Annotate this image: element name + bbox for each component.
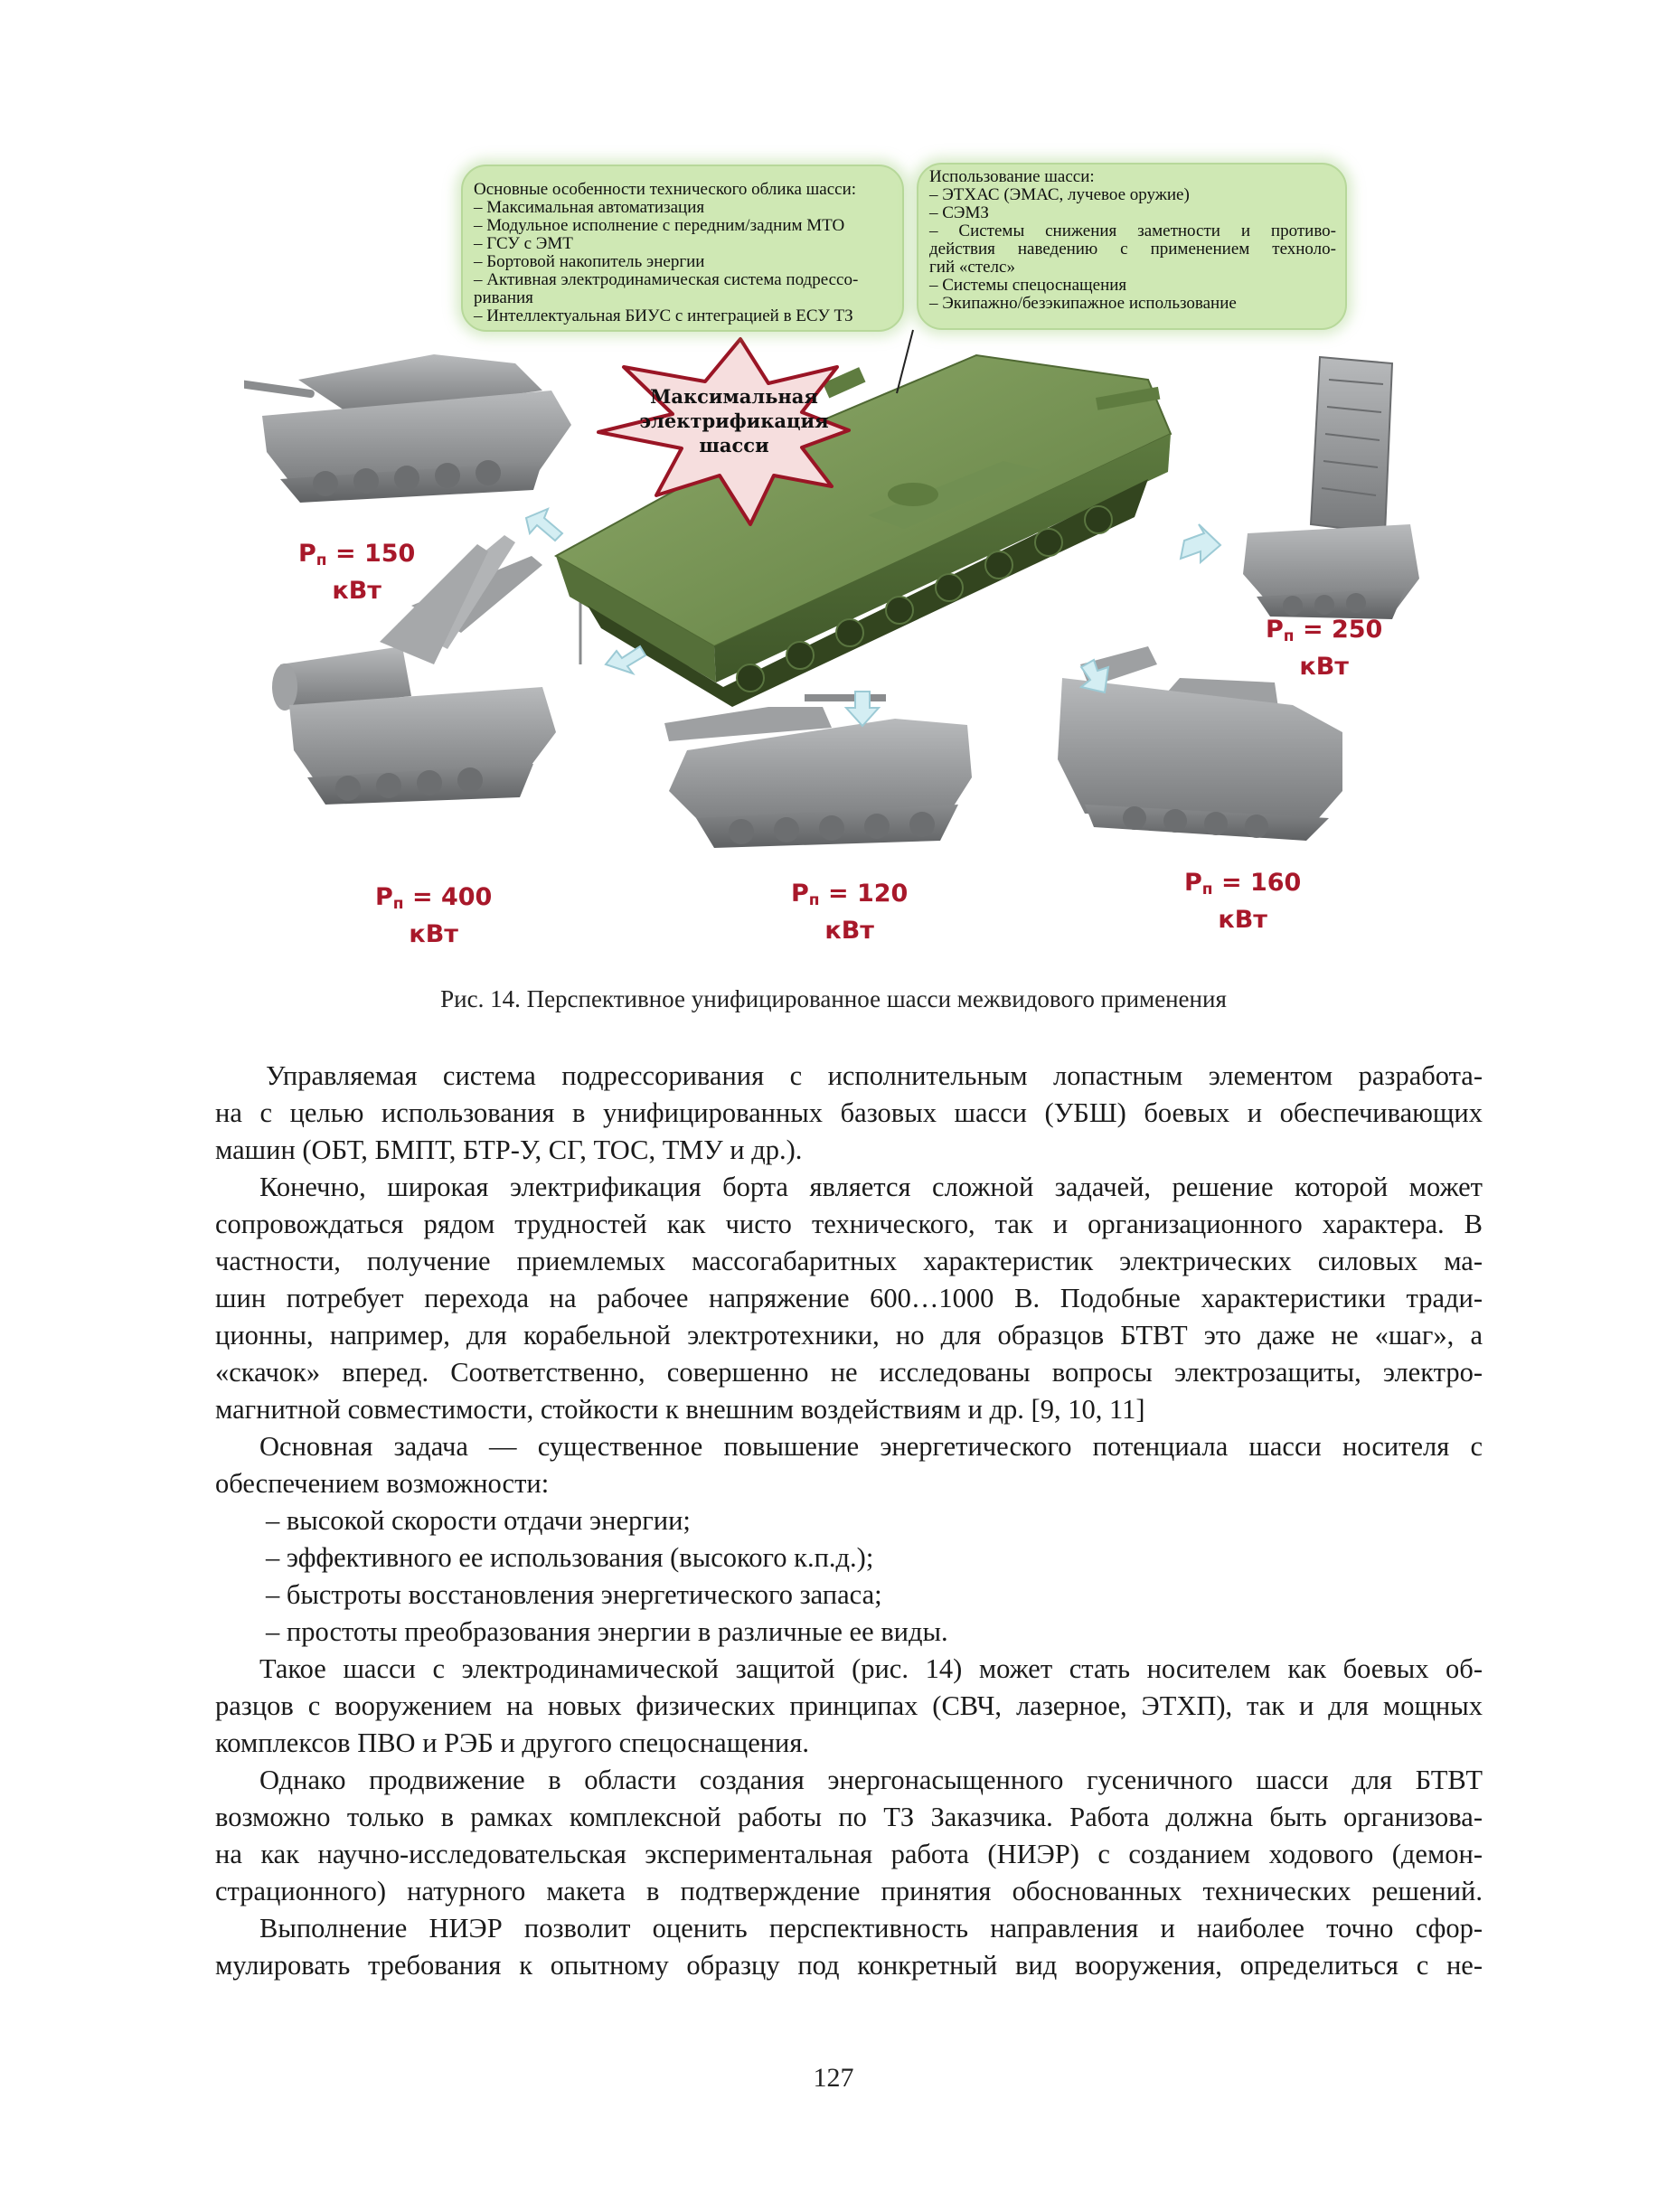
usage-item: гий «стелс» (929, 258, 1015, 277)
text-line: страционного) натурного макета в подтверждение принятия обоснованных технических решений. (215, 1876, 1483, 1906)
text-line: на как научно-исследовательская экспериментальная работа (НИЭР) с созданием ходового (демон- (215, 1839, 1483, 1869)
text-line: возможно только в рамках комплексной работы по ТЗ Заказчика. Работа должна быть организова- (215, 1802, 1483, 1832)
usage-item: – Системы снижения заметности и противо- (929, 221, 1336, 240)
text-line: магнитной совместимости, стойкости к внешним воздействиям и др. [9, 10, 11] (215, 1394, 1145, 1425)
power-value: = 120 (827, 880, 909, 908)
usage-item: – СЭМЗ (929, 203, 989, 222)
text-line: Однако продвижение в области создания энергонасыщенного гусеничного шасси для БТВТ (259, 1765, 1483, 1795)
text-line: машин (ОБТ, БМПТ, БТР-У, СГ, ТОС, ТМУ и др.). (215, 1134, 803, 1165)
power-unit: кВт (1218, 906, 1267, 934)
usage-item: – ЭТХАС (ЭМАС, лучевое оружие) (929, 185, 1190, 204)
text-line: Основная задача — существенное повышение энергетического потенциала шасси носителя с (259, 1431, 1483, 1462)
body-text (215, 1058, 1483, 1984)
power-symbol: P (1266, 616, 1284, 644)
text-line: «скачок» вперед. Соответственно, совершенно не исследованы вопросы электрозащиты, электро- (215, 1357, 1483, 1388)
power-value: = 160 (1220, 869, 1302, 897)
text-line: сопровождаться рядом трудностей как чисто технического, так и организационного характера. В (215, 1209, 1483, 1239)
power-value: = 250 (1302, 616, 1383, 644)
features-title: Основные особенности технического облика шасси: (474, 180, 857, 199)
arrow-top-left-icon (526, 509, 562, 541)
text-line: Выполнение НИЭР позволит оценить перспективность направления и наиболее точно сфор- (259, 1913, 1483, 1944)
star-label-line: электрификация (639, 409, 829, 432)
power-symbol: P (791, 880, 809, 908)
power-label-120 (791, 879, 908, 946)
power-label-150 (298, 539, 415, 607)
list-item: – эффективного ее использования (высокого к.п.д.); (266, 1542, 874, 1573)
power-symbol: P (298, 540, 316, 568)
star-label-line: шасси (699, 434, 769, 457)
power-unit: кВт (1299, 653, 1349, 681)
power-subscript: п (1283, 627, 1295, 645)
star-label-line: Максимальная (650, 385, 818, 408)
text-line: Такое шасси с электродинамической защитой (рис. 14) может стать носителем как боевых об- (259, 1653, 1483, 1684)
power-value: = 150 (334, 540, 416, 568)
power-label-250 (1266, 615, 1382, 682)
text-line: разцов с вооружением на новых физических принципах (СВЧ, лазерное, ЭТХП), так и для мощных (215, 1690, 1483, 1721)
figure-14 (244, 154, 1419, 967)
power-unit: кВт (409, 920, 458, 948)
power-label-400 (375, 882, 492, 950)
power-symbol: P (375, 883, 393, 911)
vehicle-radar-icon (1243, 357, 1419, 619)
text-line: Управляемая система подрессоривания с исполнительным лопастным элементом разработа- (266, 1060, 1483, 1091)
features-callout (461, 165, 904, 332)
list-item: – быстроты восстановления энергетического запаса; (266, 1579, 882, 1610)
text-line: мулировать требования к опытному образцу под конкретный вид вооружения, определиться с не- (215, 1950, 1483, 1981)
arrow-bottom-left-icon (606, 646, 645, 673)
power-symbol: P (1184, 869, 1202, 897)
text-line: частности, получение приемлемых массогабаритных характеристик электрических силовых ма- (215, 1246, 1483, 1276)
page-number: 127 (813, 2063, 854, 2093)
feature-item: – Бортовой накопитель энергии (474, 252, 705, 271)
text-line: шин потребует перехода на рабочее напряжение 600…1000 В. Подобные характеристики тради- (215, 1283, 1483, 1313)
usage-callout (917, 163, 1347, 330)
figure-caption: Рис. 14. Перспективное унифицированное шасси межвидового применения (440, 985, 1227, 1012)
feature-item: – Интеллектуальная БИУС с интеграцией в ЕСУ ТЗ (474, 306, 853, 325)
feature-item: – ГСУ с ЭМТ (474, 234, 573, 253)
arrow-top-right-icon (1181, 524, 1220, 562)
power-label-160 (1184, 868, 1301, 936)
list-item: – простоты преобразования энергии в различные ее виды. (266, 1616, 948, 1647)
usage-title: Использование шасси: (929, 167, 1095, 186)
usage-item: – Системы спецоснащения (929, 276, 1127, 295)
text-line: на с целью использования в унифицированных базовых шасси (УБШ) боевых и обеспечивающих (215, 1097, 1483, 1128)
text-line: ционны, например, для корабельной электротехники, но для образцов БТВТ это даже не «шаг», а (215, 1320, 1483, 1351)
feature-item: ривания (474, 288, 533, 307)
text-line: обеспечением возможности: (215, 1468, 550, 1499)
vehicle-tank-icon (244, 354, 571, 503)
list-item: – высокой скорости отдачи энергии; (266, 1505, 691, 1536)
feature-item: – Модульное исполнение с передним/задним МТО (474, 216, 845, 235)
feature-item: – Активная электродинамическая система подрессо- (474, 270, 859, 289)
usage-item: действия наведению с применением техноло- (929, 240, 1336, 259)
power-subscript: п (392, 895, 404, 913)
text-line: Конечно, широкая электрификация борта является сложной задачей, решение которой может (259, 1172, 1483, 1202)
power-subscript: п (316, 551, 327, 569)
power-subscript: п (808, 891, 820, 909)
power-value: = 400 (411, 883, 493, 911)
text-line: комплексов ПВО и РЭБ и другого спецоснащения. (215, 1727, 810, 1758)
star-label (635, 384, 834, 457)
vehicle-ifv-icon (664, 694, 972, 848)
feature-item: – Максимальная автоматизация (474, 198, 705, 217)
usage-item: – Экипажно/безэкипажное использование (929, 294, 1237, 313)
power-unit: кВт (824, 917, 874, 945)
power-unit: кВт (332, 577, 381, 605)
power-subscript: п (1201, 880, 1213, 899)
